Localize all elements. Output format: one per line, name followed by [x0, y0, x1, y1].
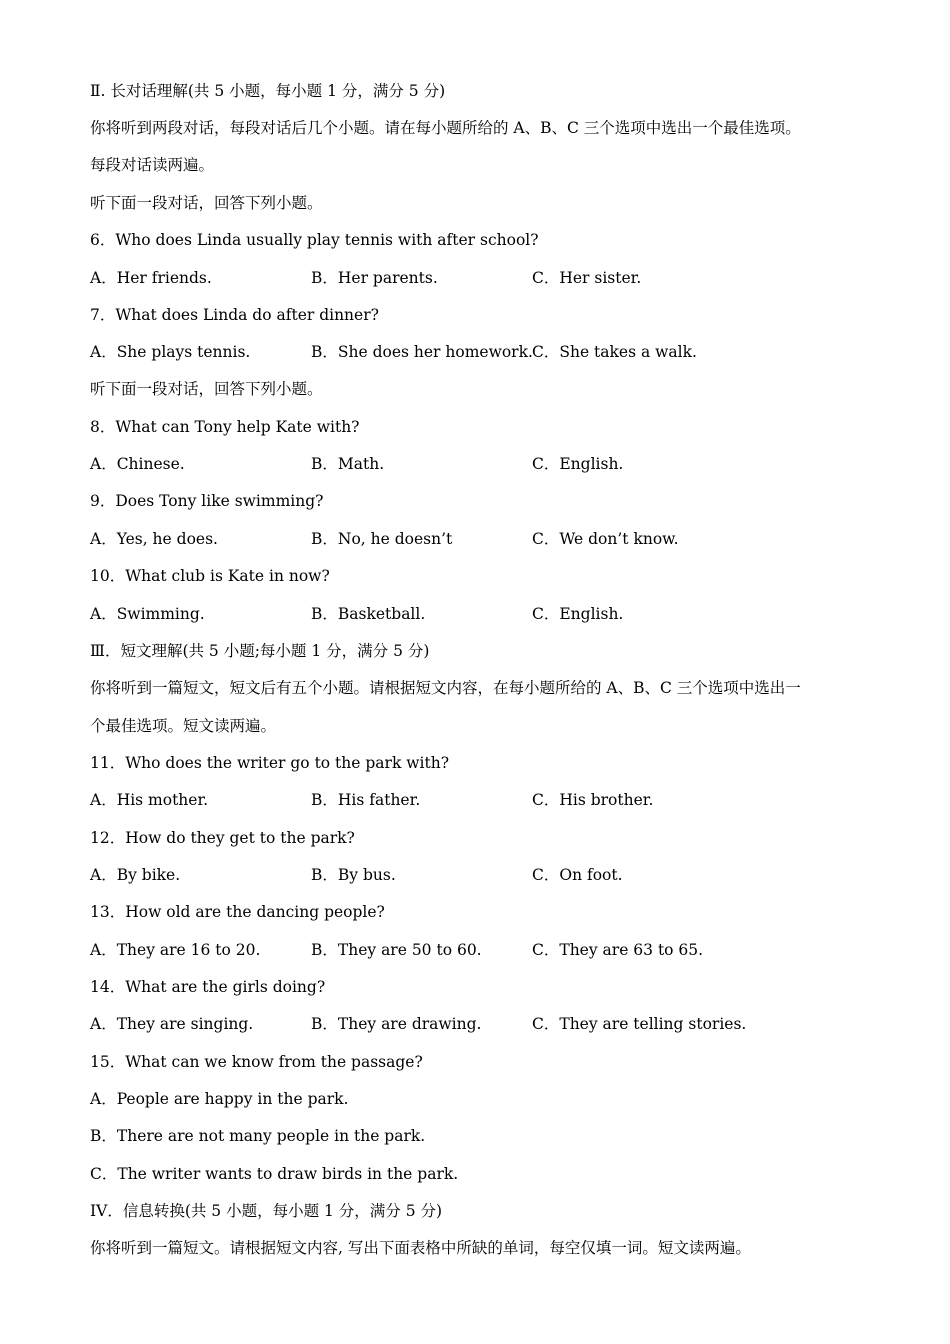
option-c[interactable]: C．English. [532, 605, 624, 623]
option-b[interactable]: B．Math. [311, 455, 385, 473]
option-b[interactable]: B．There are not many people in the park. [90, 1127, 426, 1145]
option-b[interactable]: B．They are 50 to 60. [311, 941, 482, 959]
option-c[interactable]: C．On foot. [532, 866, 623, 884]
listen-prompt: 听下面一段对话，回答下列小题。 [90, 380, 323, 398]
option-b[interactable]: B．She does her homework. [311, 343, 533, 361]
option-a[interactable]: A．She plays tennis. [90, 343, 251, 361]
option-c[interactable]: C．English. [532, 455, 624, 473]
option-b[interactable]: B．Basketball. [311, 605, 426, 623]
question-11-options [90, 790, 870, 810]
option-a[interactable]: A．Her friends. [90, 269, 212, 287]
question-7-options [90, 342, 870, 362]
question-10-options [90, 604, 870, 624]
option-c[interactable]: C．His brother. [532, 791, 654, 809]
question-11: 11．Who does the writer go to the park with? [90, 754, 450, 772]
question-8: 8．What can Tony help Kate with? [90, 418, 360, 436]
section-3-instruction: 你将听到一篇短文，短文后有五个小题。请根据短文内容，在每小题所给的 A、B、C 三个选项中选出一 [90, 679, 801, 697]
option-a[interactable]: A．Chinese. [90, 455, 185, 473]
question-12: 12．How do they get to the park? [90, 829, 355, 847]
section-2-instruction: 你将听到两段对话，每段对话后几个小题。请在每小题所给的 A、B、C 三个选项中选出一个最佳选项。 [90, 119, 801, 137]
section-3-instruction-cont: 个最佳选项。短文读两遍。 [90, 717, 277, 735]
question-14: 14．What are the girls doing? [90, 978, 326, 996]
section-3-heading: Ⅲ．短文理解(共 5 小题;每小题 1 分，满分 5 分) [90, 642, 430, 660]
option-a[interactable]: A．They are 16 to 20. [90, 941, 261, 959]
question-8-options [90, 454, 870, 474]
question-13: 13．How old are the dancing people? [90, 903, 385, 921]
option-b[interactable]: B．Her parents. [311, 269, 438, 287]
question-9: 9．Does Tony like swimming? [90, 492, 324, 510]
option-c[interactable]: C．Her sister. [532, 269, 642, 287]
listen-prompt: 听下面一段对话，回答下列小题。 [90, 194, 323, 212]
option-a[interactable]: A．People are happy in the park. [90, 1090, 349, 1108]
option-b[interactable]: B．They are drawing. [311, 1015, 482, 1033]
option-b[interactable]: B．His father. [311, 791, 421, 809]
option-a[interactable]: A．By bike. [90, 866, 181, 884]
question-12-options [90, 865, 870, 885]
section-2-heading: Ⅱ. 长对话理解(共 5 小题，每小题 1 分，满分 5 分) [90, 82, 446, 100]
option-b[interactable]: B．No, he doesn’t [311, 530, 453, 548]
option-a[interactable]: A．Swimming. [90, 605, 205, 623]
section-2-instruction-cont: 每段对话读两遍。 [90, 156, 215, 174]
section-4-heading: IV．信息转换(共 5 小题，每小题 1 分，满分 5 分) [90, 1202, 443, 1220]
option-c[interactable]: C．She takes a walk. [532, 343, 697, 361]
option-a[interactable]: A．His mother. [90, 791, 209, 809]
section-4-instruction: 你将听到一篇短文。请根据短文内容, 写出下面表格中所缺的单词，每空仅填一词。短文读两遍。 [90, 1239, 751, 1257]
question-15: 15．What can we know from the passage? [90, 1053, 423, 1071]
option-c[interactable]: C．The writer wants to draw birds in the park. [90, 1165, 459, 1183]
question-14-options [90, 1014, 870, 1034]
option-b[interactable]: B．By bus. [311, 866, 396, 884]
question-13-options [90, 940, 870, 960]
option-c[interactable]: C．They are telling stories. [532, 1015, 747, 1033]
question-9-options [90, 529, 870, 549]
option-a[interactable]: A．They are singing. [90, 1015, 254, 1033]
option-c[interactable]: C．We don’t know. [532, 530, 679, 548]
question-6: 6．Who does Linda usually play tennis with after school? [90, 231, 539, 249]
option-a[interactable]: A．Yes, he does. [90, 530, 218, 548]
option-c[interactable]: C．They are 63 to 65. [532, 941, 704, 959]
question-7: 7．What does Linda do after dinner? [90, 306, 379, 324]
question-6-options [90, 268, 870, 288]
question-10: 10．What club is Kate in now? [90, 567, 330, 585]
